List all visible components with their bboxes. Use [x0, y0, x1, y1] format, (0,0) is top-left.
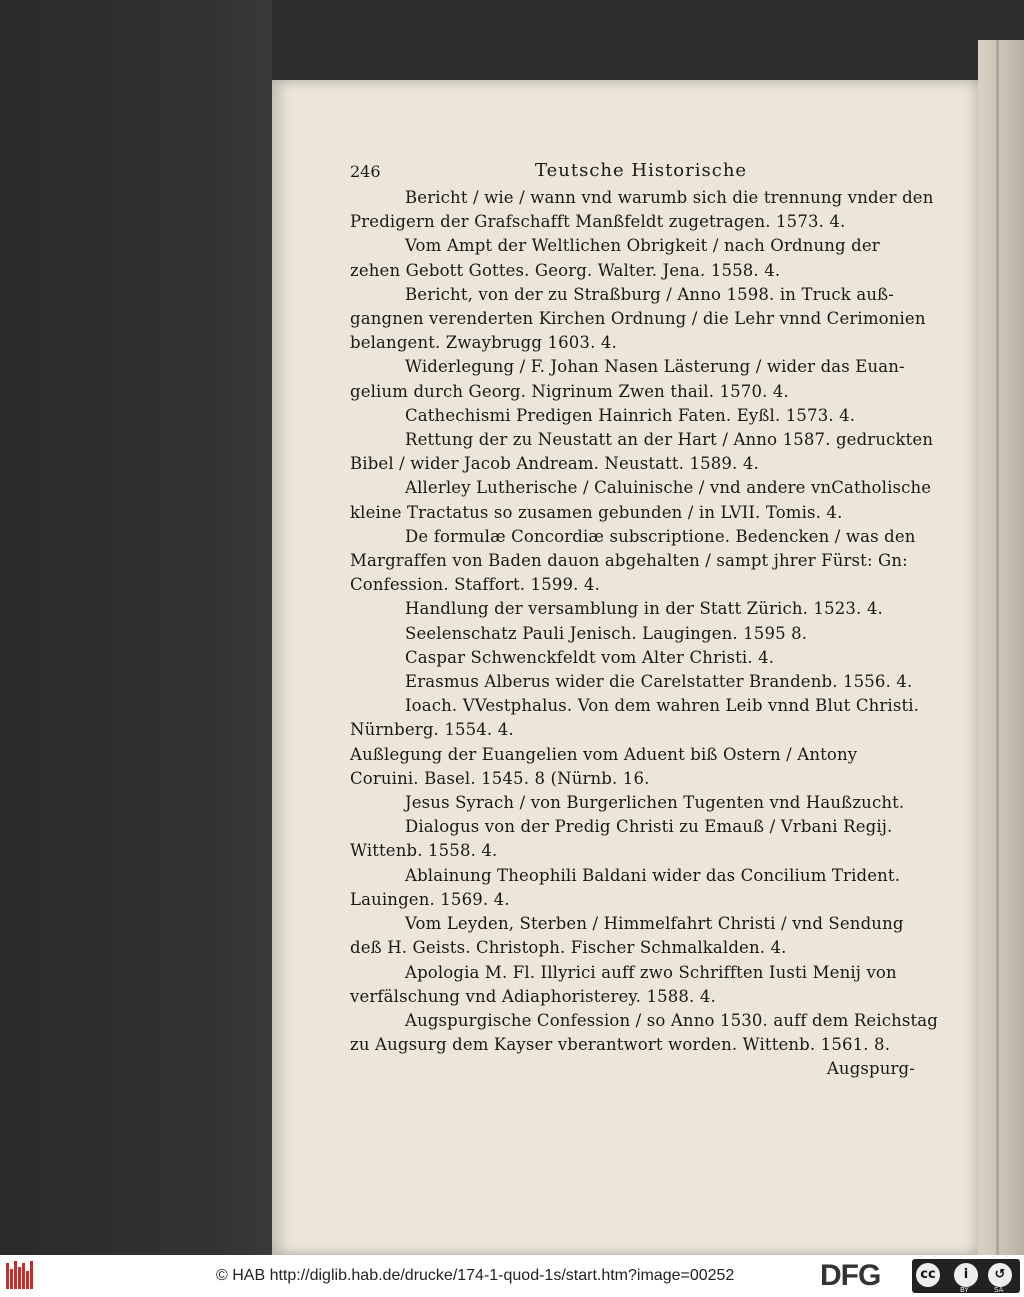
sa-icon: ↺ — [988, 1263, 1012, 1287]
page-text — [350, 158, 939, 1082]
text-line: Jesus Syrach / von Burgerlichen Tugenten vnd Haußzucht. — [405, 793, 905, 813]
text-line: Ablainung Theophili Baldani wider das Concilium Trident. — [405, 865, 901, 885]
text-line: kleine Tractatus so zusamen gebunden / in LVII. Tomis. 4. — [350, 502, 843, 522]
adjacent-page-edge — [978, 40, 1024, 1255]
text-line: Ioach. VVestphalus. Von dem wahren Leib vnnd Blut Christi. — [405, 696, 920, 716]
page-number: 246 — [350, 162, 381, 181]
text-line: Apologia M. Fl. Illyrici auff zwo Schrifften Iusti Menij von — [405, 962, 897, 982]
viewer-footer — [0, 1255, 1024, 1297]
text-line: belangent. Zwaybrugg 1603. 4. — [350, 333, 617, 353]
page-header — [350, 158, 915, 186]
text-line: gelium durch Georg. Nigrinum Zwen thail. 1570. 4. — [350, 381, 789, 401]
text-line: Confession. Staffort. 1599. 4. — [350, 575, 600, 595]
background-left — [0, 0, 272, 1255]
text-line: gangnen verenderten Kirchen Ordnung / die Lehr vnnd Cerimonien — [350, 309, 926, 329]
catchword: Augspurg- — [826, 1059, 915, 1079]
running-title: Teutsche Historische — [535, 160, 748, 181]
text-line: Cathechismi Predigen Hainrich Faten. Eyßl. 1573. 4. — [405, 405, 856, 425]
text-line: Predigern der Grafschafft Manßfeldt zugetragen. 1573. 4. — [350, 212, 846, 232]
text-line: Allerley Lutherische / Caluinische / vnd andere vnCatholische — [405, 478, 932, 498]
text-line: Coruini. Basel. 1545. 8 (Nürnb. 16. — [350, 768, 650, 788]
text-line: De formulæ Concordiæ subscriptione. Bedencken / was den — [405, 526, 916, 546]
cc-license-badge[interactable] — [912, 1259, 1020, 1293]
text-body — [350, 186, 939, 1057]
text-line: Bericht / wie / wann vnd warumb sich die trennung vnder den — [405, 188, 934, 207]
by-label: BY — [960, 1286, 969, 1294]
text-line: Handlung der versamblung in der Statt Zürich. 1523. 4. — [405, 599, 883, 619]
text-line: Erasmus Alberus wider die Carelstatter Brandenb. 1556. 4. — [405, 672, 913, 692]
text-line: Margraffen von Baden dauon abgehalten / sampt jhrer Fürst: Gn: — [350, 551, 908, 571]
text-line: Rettung der zu Neustatt an der Hart / Anno 1587. gedruckten — [405, 430, 934, 450]
text-line: Vom Leyden, Sterben / Himmelfahrt Christi / vnd Sendung — [405, 914, 904, 934]
text-line: deß H. Geists. Christoph. Fischer Schmalkalden. 4. — [350, 938, 787, 958]
text-line: Wittenb. 1558. 4. — [350, 841, 498, 861]
sa-label: SA — [994, 1286, 1004, 1294]
text-line: Außlegung der Euangelien vom Aduent biß Ostern / Antony — [350, 744, 858, 764]
text-line: Widerlegung / F. Johan Nasen Lästerung / wider das Euan- — [405, 357, 905, 377]
text-line: zu Augsurg dem Kayser vberantwort worden. Wittenb. 1561. 8. — [350, 1035, 891, 1055]
text-line: Dialogus von der Predig Christi zu Emauß / Vrbani Regij. — [405, 817, 893, 837]
text-line: Bibel / wider Jacob Andream. Neustatt. 1589. 4. — [350, 454, 759, 474]
copyright-link[interactable]: © HAB http://diglib.hab.de/drucke/174-1-quod-1s/start.htm?image=00252 — [216, 1267, 735, 1284]
text-line: Augspurgische Confession / so Anno 1530. auff dem Reichstag — [405, 1010, 939, 1030]
text-line: verfälschung vnd Adiaphoristerey. 1588. 4. — [350, 986, 716, 1006]
text-line: Vom Ampt der Weltlichen Obrigkeit / nach Ordnung der — [405, 236, 880, 256]
text-line: Lauingen. 1569. 4. — [350, 889, 510, 909]
text-line: Seelenschatz Pauli Jenisch. Laugingen. 1595 8. — [405, 623, 808, 643]
text-line: Bericht, von der zu Straßburg / Anno 1598. in Truck auß- — [405, 284, 895, 304]
text-line: Nürnberg. 1554. 4. — [350, 720, 514, 740]
cc-icon: cc — [916, 1263, 940, 1287]
dfg-logo: DFG — [820, 1259, 881, 1292]
text-line: Caspar Schwenckfeldt vom Alter Christi. 4. — [405, 647, 775, 667]
text-line: zehen Gebott Gottes. Georg. Walter. Jena. 1558. 4. — [350, 260, 781, 280]
hab-logo-icon — [6, 1261, 36, 1291]
by-icon: i — [954, 1263, 978, 1287]
